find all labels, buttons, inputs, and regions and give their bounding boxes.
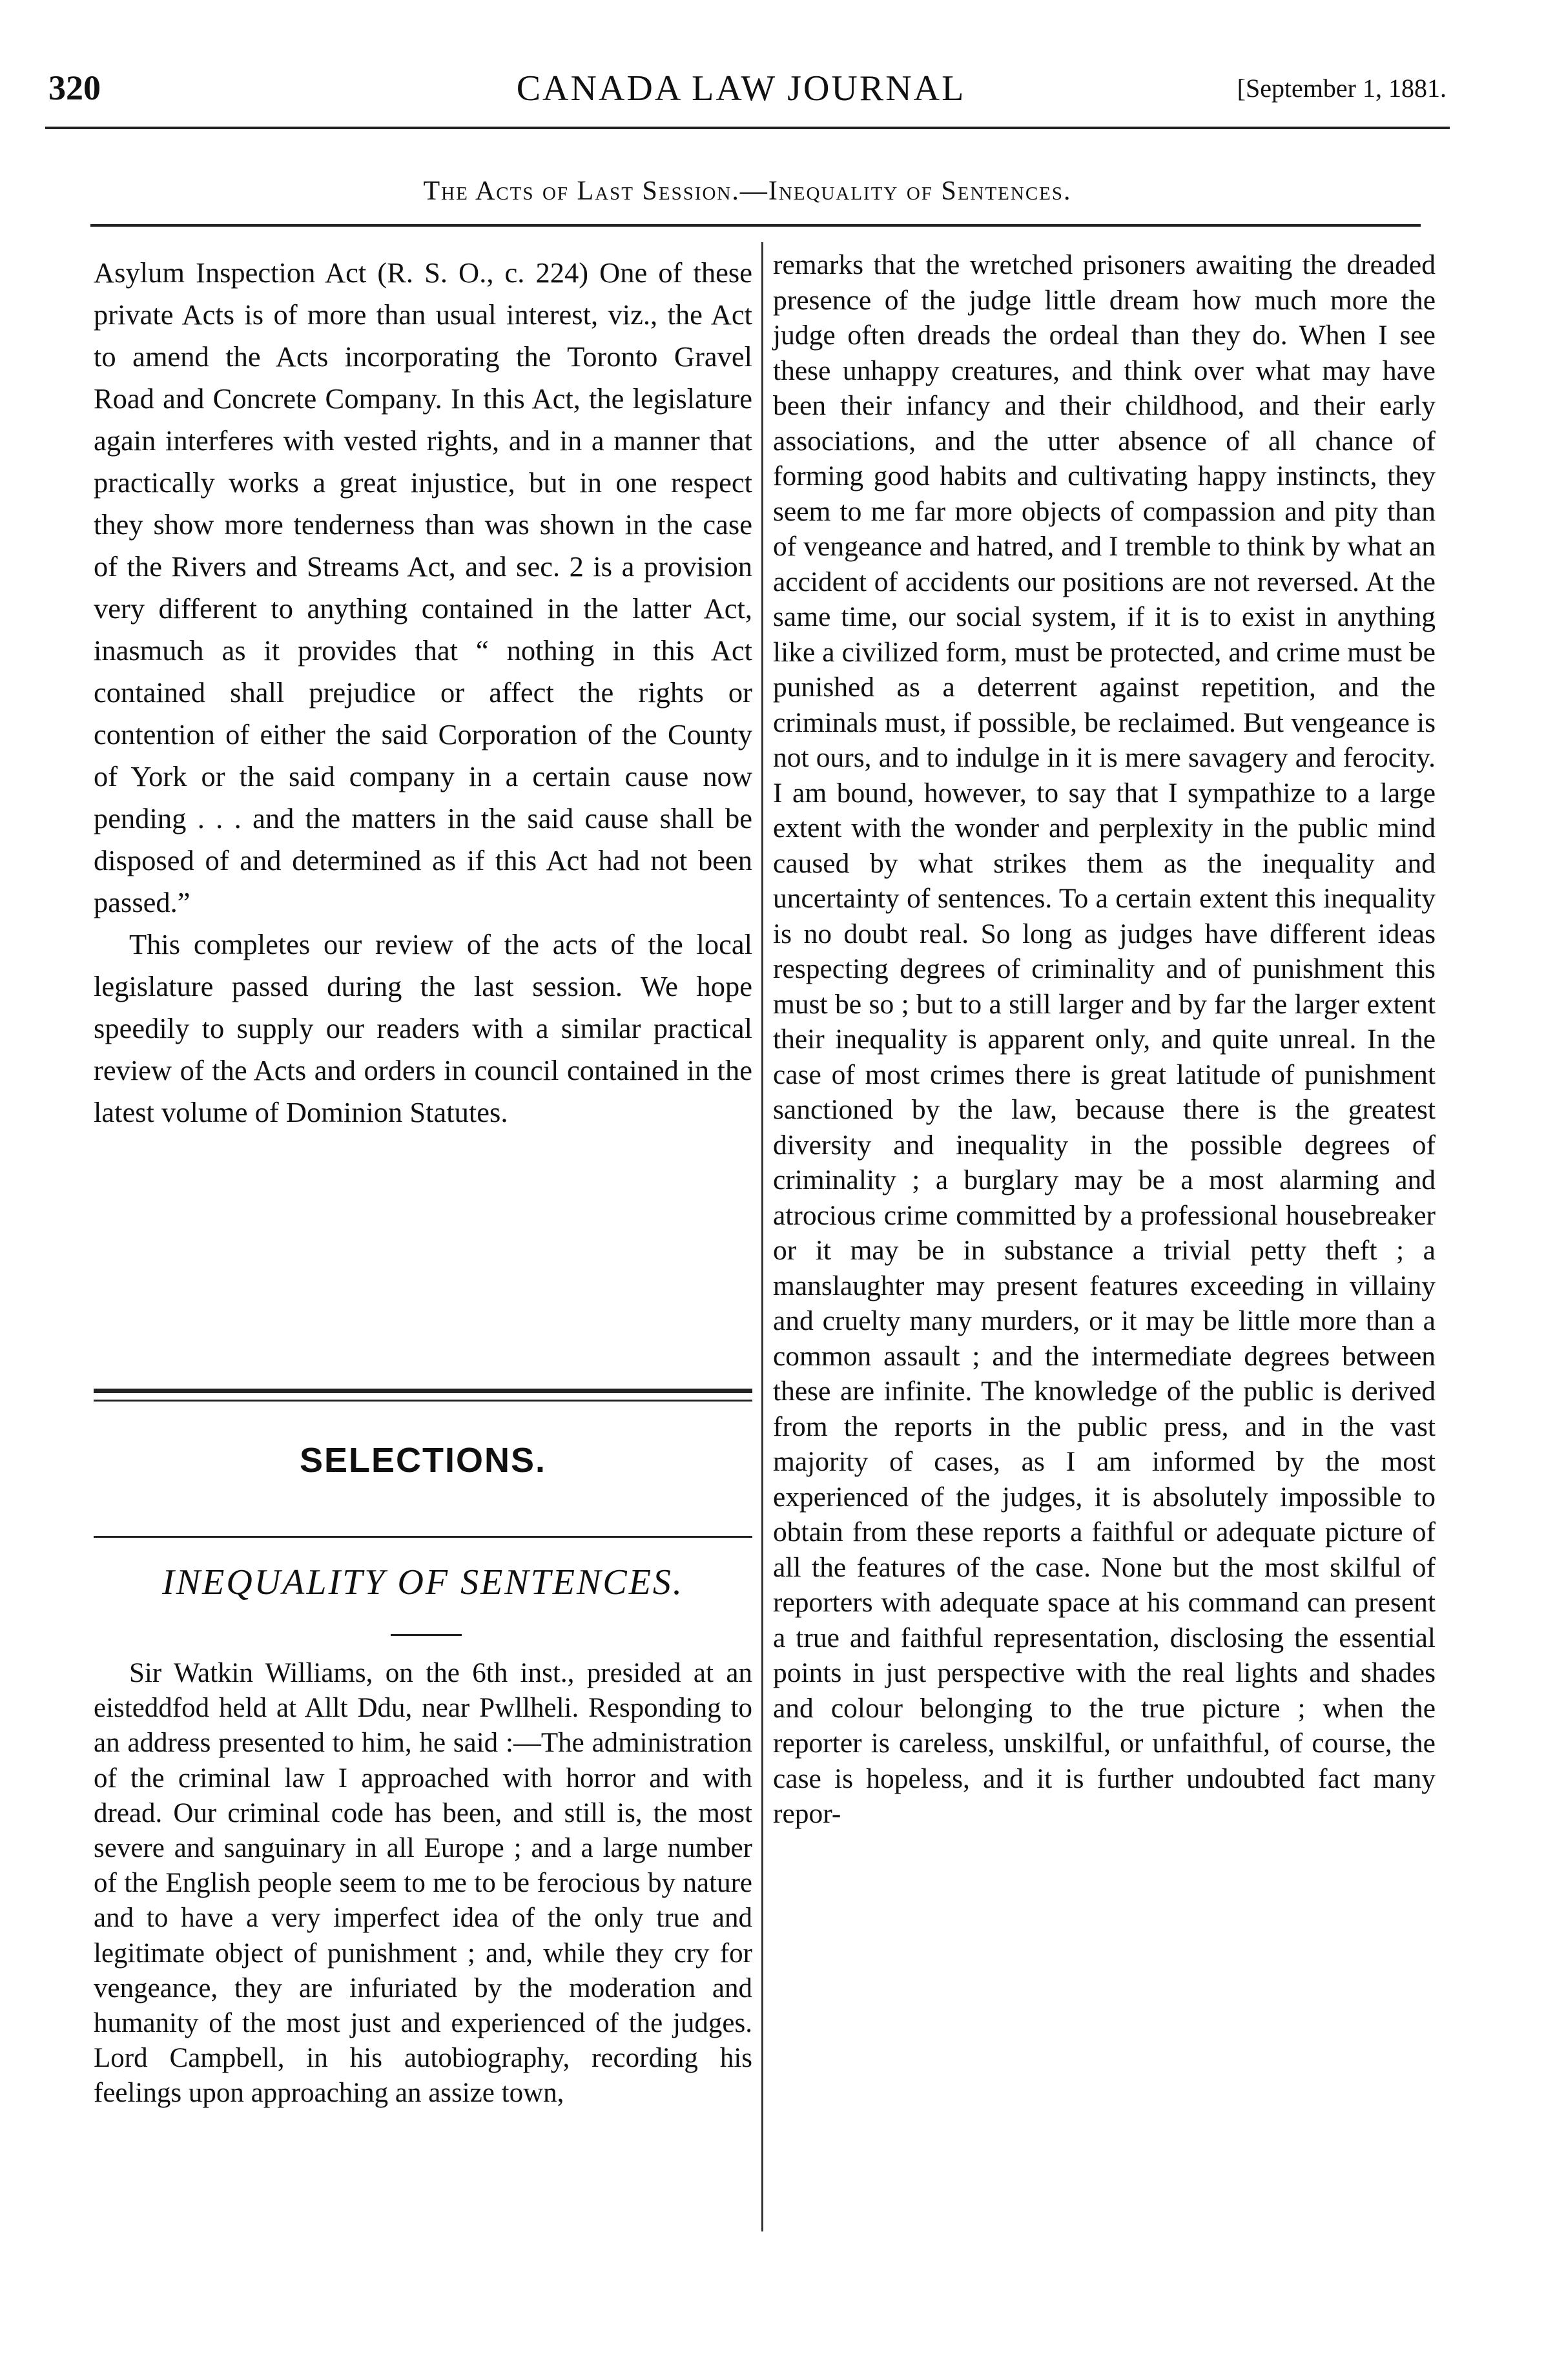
issue-date: [September 1, 1881. bbox=[1237, 74, 1447, 103]
running-head bbox=[36, 68, 1447, 119]
selections-heading: SELECTIONS. bbox=[299, 1441, 547, 1480]
journal-title: CANADA LAW JOURNAL bbox=[516, 68, 966, 109]
article-opening bbox=[94, 1656, 752, 2111]
column-divider bbox=[761, 242, 763, 2231]
section-header: The Acts of Last Session.—Inequality of Sentences. bbox=[423, 176, 1072, 206]
article-title: INEQUALITY OF SENTENCES. bbox=[162, 1562, 684, 1602]
right-column bbox=[773, 247, 1436, 1832]
article-opening-paragraph: Sir Watkin Williams, on the 6th inst., presided at an eisteddfod held at Allt Ddu, near Pwllheli. Responding to an address presented to him, he said :—The administration of the criminal law I approached with horror and with dread. Our criminal code has been, and still is, the most severe and sanguinary in all Europe ; and a large number of the English people seem to me to be ferocious by nature and to have a very imperfect idea of the only true and legitimate object of punishment ; and, while they cry for vengeance, they are infuriated by the moderation and humanity of the most just and experienced of the judges. Lord Campbell, in his autobiography, recording his feelings upon approaching an assize town, bbox=[94, 1658, 752, 2109]
section-header-rule bbox=[90, 224, 1421, 227]
header-rule bbox=[45, 127, 1450, 129]
continued-paragraph: Asylum Inspection Act (R. S. O., c. 224) One of these private Acts is of more than usual interest, viz., the Act to amend the Acts incorporating the Toronto Gravel Road and Concrete Company. In this Act, the legislature again interferes with vested rights, and in a manner that practically works a great injustice, but in one respect they show more tenderness than was shown in the case of the Rivers and Streams Act, and sec. 2 is a provision very different to anything contained in the latter Act, inasmuch as it provides that “ nothing in this Act contained shall prejudice or affect the rights or contention of either the said Corporation of the County of York or the said company in a certain cause now pending . . . and the matters in the said cause shall be disposed of and determined as if this Act had not been passed.” bbox=[94, 256, 752, 918]
page-number: 320 bbox=[48, 68, 101, 107]
selections-bottom-rule bbox=[94, 1536, 752, 1538]
left-column bbox=[94, 252, 752, 1133]
closing-paragraph: This completes our review of the acts of the local legislature passed during the last session. We hope speedily to supply our readers with a similar practical review of the Acts and orders in council contained in the latest volume of Dominion Statutes. bbox=[94, 928, 752, 1128]
article-continued-paragraph: remarks that the wretched prisoners awaiting the dreaded presence of the judge little dream how much more the judge often dreads the ordeal than they do. When I see these unhappy creatures, and think over what may have been their infancy and their childhood, and their early associations, and the utter absence of all chance of forming good habits and cultivating happy instincts, they seem to me far more objects of compassion and pity than of vengeance and hatred, and I tremble to think by what an accident of accidents our positions are not reversed. At the same time, our social system, if it is to exist in anything like a civilized form, must be protected, and crime must be punished as a deterrent against repetition, and the criminals must, if possible, be reclaimed. But vengeance is not ours, and to indulge in it is mere savagery and ferocity. I am bound, however, to say that I sympathize to a large extent with the wonder and perplexity in the public mind caused by what strikes them as the inequality and uncertainty of sentences. To a certain extent this inequality is no doubt real. So long as judges have different ideas respecting degrees of criminality and of punishment this must be so ; but to a still larger and by far the larger extent their inequality is apparent only, and quite unreal. In the case of most crimes there is great latitude of punishment sanctioned by the law, because there is the greatest diversity and inequality in the possible degrees of criminality ; a burglary may be a most alarming and atrocious crime committed by a professional housebreaker or it may be in substance a trivial petty theft ; a manslaughter may present features exceeding in villainy and cruelty many murders, or it may be little more than a common assault ; and the intermediate degrees between these are infinite. The knowledge of the public is derived from the reports in the public press, and in the vast majority of cases, as I am informed by the most experienced of the judges, it is absolutely impossible to obtain from these reports a faithful or adequate picture of all the features of the case. None but the most skilful of reporters with adequate space at his command can present a true and faithful representation, disclosing the essential points in just perspective with the real lights and shades and colour belonging to the true picture ; when the reporter is careless, unskilful, or unfaithful, of course, the case is hopeless, and it is further undoubted fact many repor- bbox=[773, 249, 1436, 1829]
selections-rule-thick bbox=[94, 1389, 752, 1393]
title-short-rule bbox=[391, 1634, 462, 1636]
selections-rule-thin bbox=[94, 1400, 752, 1402]
